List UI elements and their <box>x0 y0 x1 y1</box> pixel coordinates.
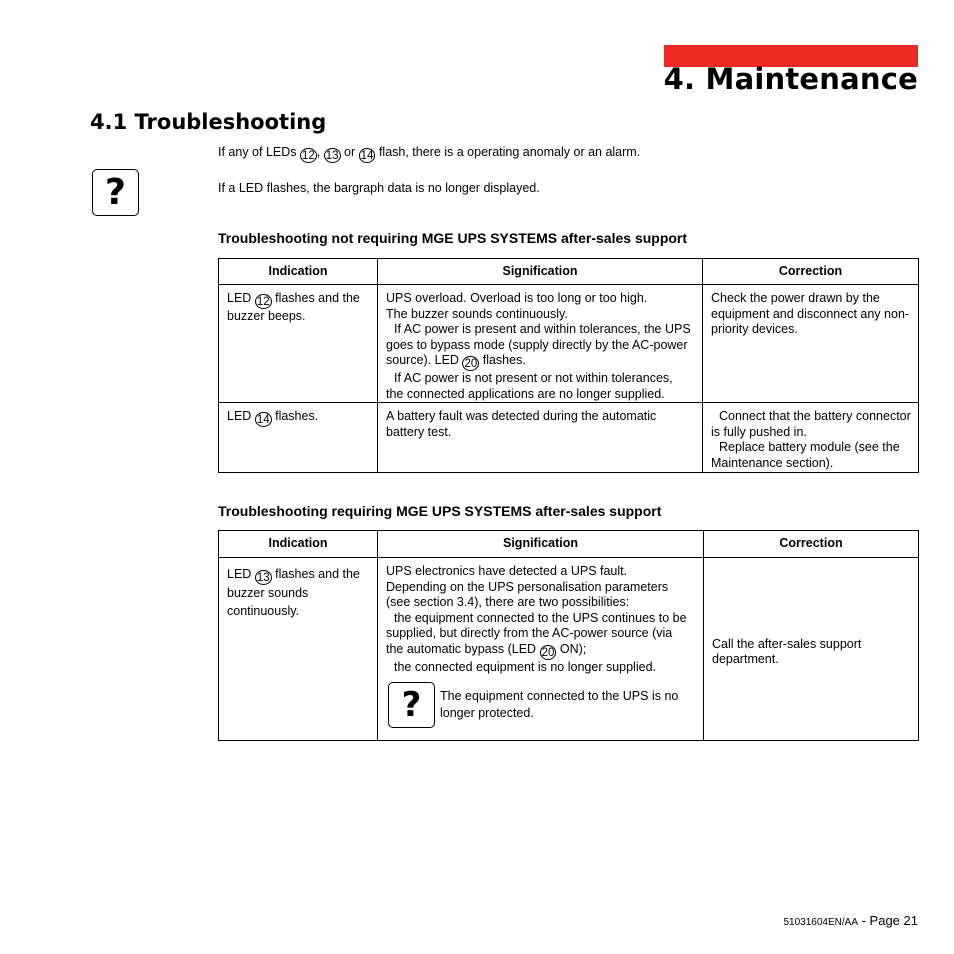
section-title: 4.1 Troubleshooting <box>90 110 327 134</box>
question-mark-icon: ? <box>388 682 435 728</box>
correction-cell: Connect that the battery connector is fully pushed in. Replace battery module (see the Maintenance section). <box>703 403 919 473</box>
table-header-row <box>219 531 919 558</box>
table2-heading: Troubleshooting requiring MGE UPS SYSTEMS after-sales support <box>218 503 662 519</box>
led-badge: 20 <box>464 358 478 370</box>
correction-cell: Check the power drawn by the equipment and disconnect any non- priority devices. <box>703 285 919 403</box>
table-row <box>219 285 919 403</box>
intro-line-2: If a LED flashes, the bargraph data is no longer displayed. <box>218 181 540 195</box>
column-header: Signification <box>378 259 703 285</box>
indication-cell: LED 13 flashes and the buzzer sounds continuously. <box>219 558 378 741</box>
column-header: Indication <box>219 531 378 558</box>
led-14-badge: 14 <box>360 150 374 162</box>
note-text: The equipment connected to the UPS is no longer protected. <box>440 689 679 720</box>
column-header: Correction <box>703 259 919 285</box>
correction-cell: Call the after-sales support department. <box>704 558 919 741</box>
document-code: 51031604EN/AA <box>783 917 858 928</box>
column-header: Indication <box>219 259 378 285</box>
table-row <box>219 403 919 473</box>
question-mark-icon: ? <box>92 169 139 216</box>
led-badge: 13 <box>256 572 270 584</box>
led-badge: 12 <box>256 296 270 308</box>
signification-cell: UPS overload. Overload is too long or too high. The buzzer sounds continuously. If AC power is present and within tolerances, the UPS goes to bypass mode (supply directly by the AC-power source). LED 20 flashes. If AC power is not present or not within tolerances, the connected applications are no longer supplied. <box>378 285 703 403</box>
indication-cell: LED 12 flashes and the buzzer beeps. <box>219 285 378 403</box>
led-12-badge: 12 <box>302 150 315 162</box>
column-header: Signification <box>378 531 704 558</box>
indication-cell: LED 14 flashes. <box>219 403 378 473</box>
column-header: Correction <box>704 531 919 558</box>
led-13-badge: 13 <box>325 150 339 162</box>
led-badge: 20 <box>541 646 555 659</box>
table1-heading: Troubleshooting not requiring MGE UPS SYSTEMS after-sales support <box>218 230 688 246</box>
led-badge: 14 <box>256 414 270 426</box>
page-footer <box>783 912 918 930</box>
page-number: - Page 21 <box>858 913 918 928</box>
signification-cell: A battery fault was detected during the automatic battery test. <box>378 403 703 473</box>
signification-cell: UPS electronics have detected a UPS fault. Depending on the UPS personalisation parameters (see section 3.4), there are two possibilities: the equipment connected to the UPS continues to be supplied, but directly from the AC-power source (via the automatic bypass (LED 20 ON); the connected equipment is no longer supplied. <box>378 558 704 741</box>
chapter-title: 4. Maintenance <box>663 62 918 96</box>
intro-line-1: If any of LEDs 12 , 13 or 14 flash, there is a operating anomaly or an alarm. <box>218 145 641 162</box>
table-header-row <box>219 259 919 285</box>
troubleshooting-table-no-support <box>218 258 919 473</box>
